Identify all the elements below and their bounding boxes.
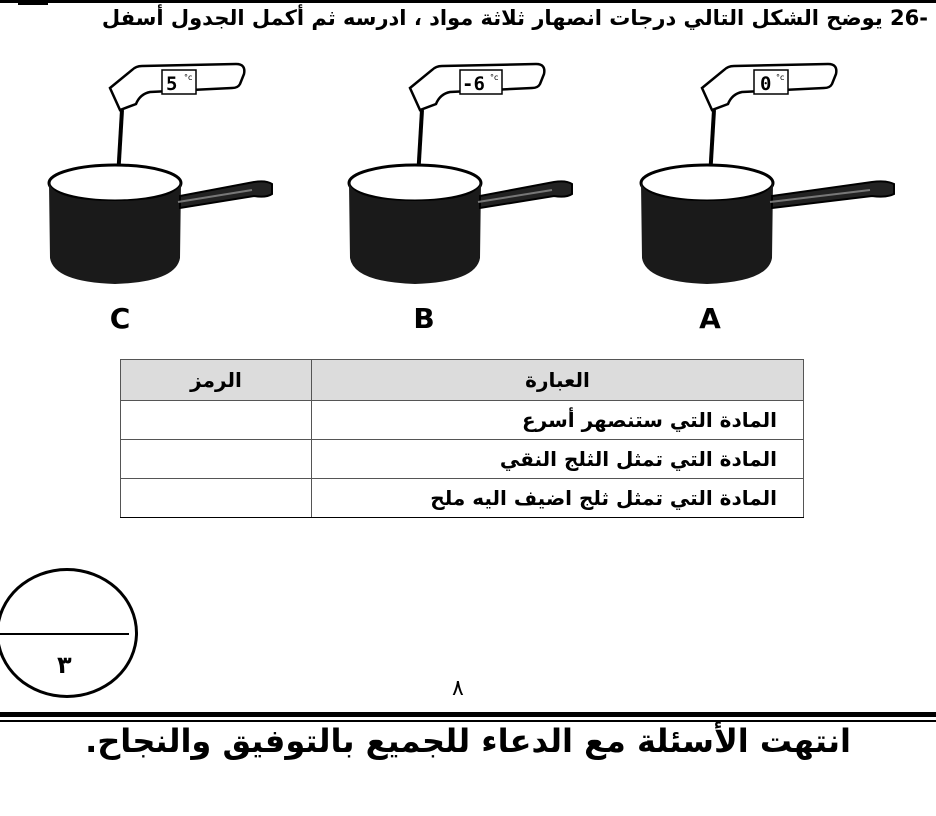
table-header-row — [121, 360, 804, 401]
row-statement: المادة التي تمثل ثلج اضيف اليه ملح — [312, 479, 804, 518]
row-statement: المادة التي ستنصهر أسرع — [312, 401, 804, 440]
score-value: ٣ — [57, 651, 72, 679]
pot-a-unit: °c — [776, 73, 785, 82]
question-number: -26 — [890, 6, 928, 30]
pot-a-label: A — [699, 302, 721, 335]
page-number: ٨ — [452, 676, 464, 701]
pot-a-figure — [632, 58, 932, 298]
pot-with-thermometer-icon — [340, 58, 630, 298]
pot-a-reading: 0 — [760, 73, 772, 95]
pot-c-reading: 5 — [166, 73, 178, 95]
top-notch — [18, 0, 48, 5]
table-row — [121, 479, 804, 518]
pot-c-unit: °c — [184, 73, 193, 82]
pot-with-thermometer-icon — [632, 58, 932, 298]
question-heading — [8, 6, 928, 30]
symbol-answer-cell[interactable] — [121, 440, 312, 479]
score-divider — [0, 633, 129, 635]
pot-b-figure — [340, 58, 630, 298]
symbol-answer-cell[interactable] — [121, 401, 312, 440]
score-circle — [0, 568, 138, 698]
row-statement: المادة التي تمثل الثلج النقي — [312, 440, 804, 479]
pot-b-unit: °c — [490, 73, 499, 82]
pot-c-figure — [40, 58, 330, 298]
table-row — [121, 401, 804, 440]
pot-b-reading: -6 — [462, 73, 485, 95]
header-symbol: الرمز — [121, 360, 312, 401]
footer-rule-thick — [0, 712, 936, 717]
top-rule — [0, 0, 936, 3]
pot-b-label: B — [413, 302, 435, 335]
pot-c-label: C — [109, 302, 131, 335]
header-statement: العبارة — [312, 360, 804, 401]
answer-table — [120, 359, 804, 518]
symbol-answer-cell[interactable] — [121, 479, 312, 518]
question-text: يوضح الشكل التالي درجات انصهار ثلاثة مواد ، ادرسه ثم أكمل الجدول أسفل — [101, 6, 883, 30]
table-row — [121, 440, 804, 479]
closing-message: انتهت الأسئلة مع الدعاء للجميع بالتوفيق والنجاح. — [85, 722, 851, 760]
pot-with-thermometer-icon — [40, 58, 330, 298]
